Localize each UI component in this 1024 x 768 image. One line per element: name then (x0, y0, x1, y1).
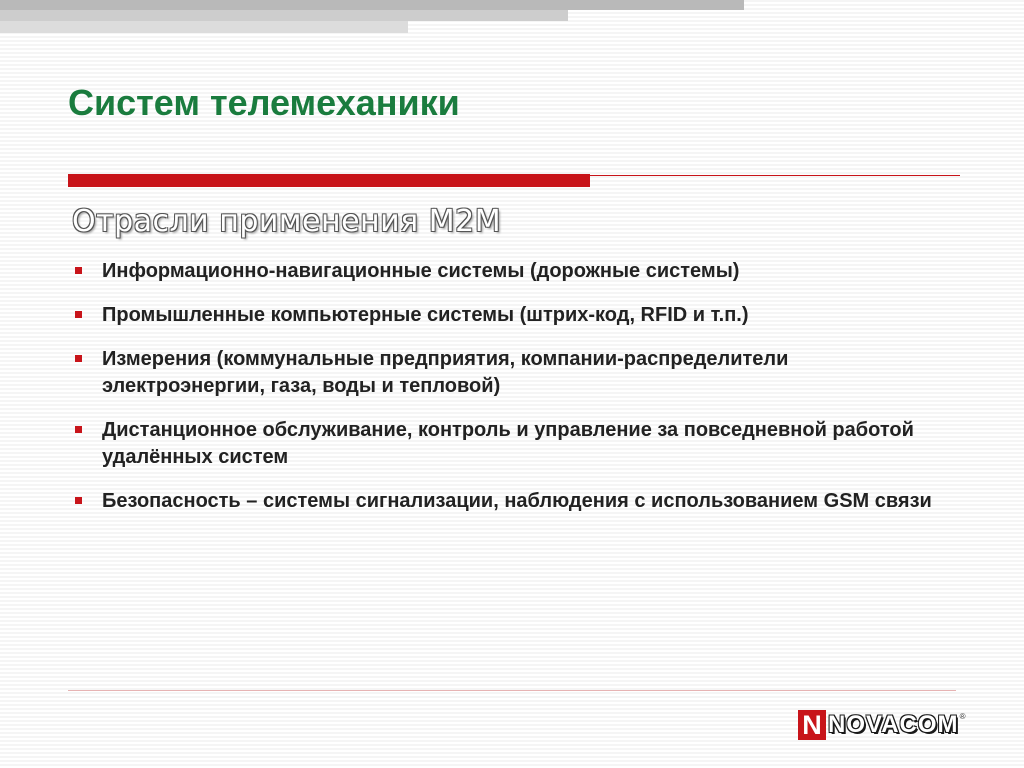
top-decor-bar-3 (0, 21, 408, 33)
bullet-item (72, 488, 952, 515)
bullet-text: Информационно-навигационные системы (дорожные системы) (102, 260, 740, 282)
title-underline-thin (590, 175, 960, 176)
bullet-text: Безопасность – системы сигнализации, наблюдения с использованием GSM связи (102, 490, 932, 512)
logo-letter-n: N (798, 710, 826, 740)
bullet-item (72, 258, 952, 285)
top-decor-bar-1 (0, 0, 744, 10)
bullet-list (72, 258, 952, 532)
top-decor-bar-2 (0, 10, 568, 21)
novacom-logo (798, 710, 965, 740)
bullet-text: Измерения (коммунальные предприятия, компании-распределители электроэнергии, газа, воды и тепловой) (102, 348, 789, 397)
bullet-item (72, 346, 952, 400)
bullet-square-icon (75, 426, 82, 433)
bullet-text: Дистанционное обслуживание, контроль и управление за повседневной работой удалённых систем (102, 419, 914, 468)
title-underline-thick (68, 174, 590, 187)
bullet-item (72, 417, 952, 471)
logo-wordmark: NOVACOM (828, 711, 959, 738)
bullet-square-icon (75, 497, 82, 504)
bullet-text: Промышленные компьютерные системы (штрих-код, RFID и т.п.) (102, 304, 749, 326)
bullet-square-icon (75, 267, 82, 274)
footer-divider (68, 690, 956, 691)
bullet-square-icon (75, 311, 82, 318)
bullet-square-icon (75, 355, 82, 362)
slide-title: Систем телемеханики (68, 82, 460, 123)
bullet-item (72, 302, 952, 329)
slide-subtitle: Отрасли применения M2M (72, 204, 502, 239)
registered-mark: ® (959, 712, 966, 721)
